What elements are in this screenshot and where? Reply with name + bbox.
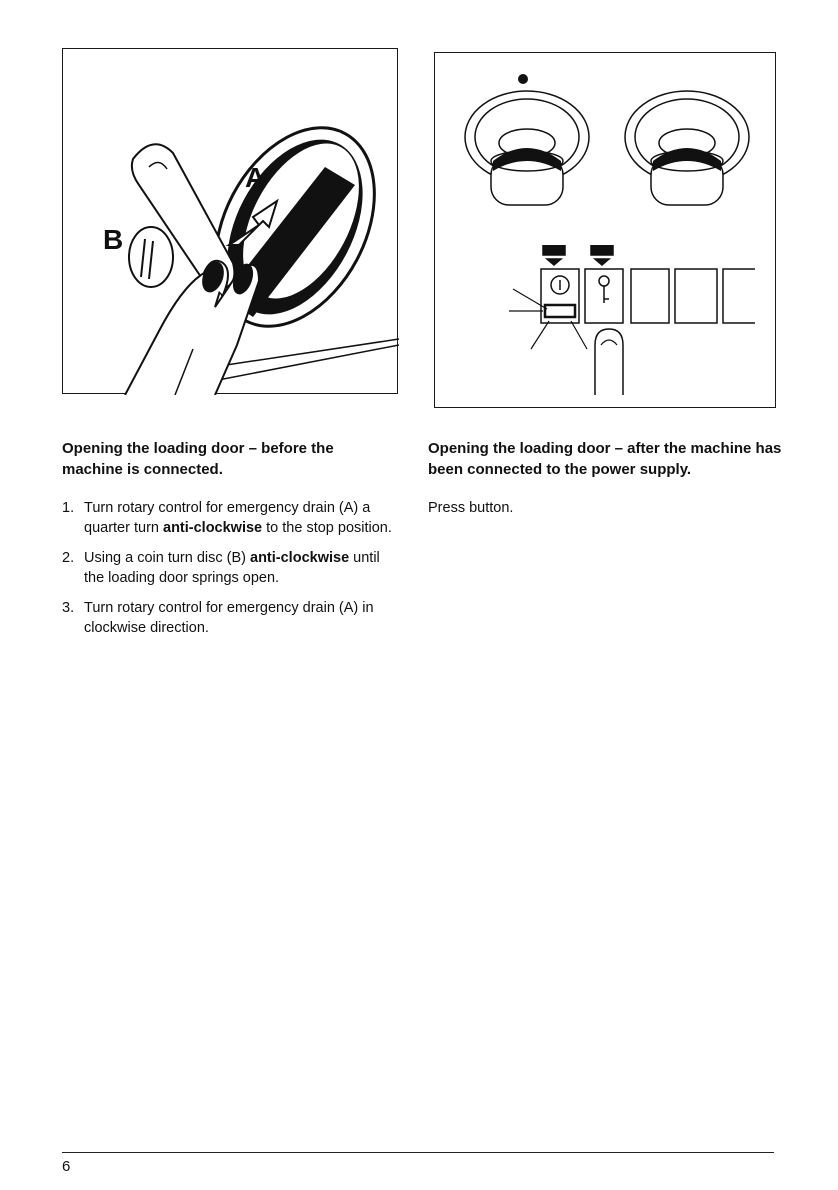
press-button-instruction: Press button. — [428, 500, 514, 516]
heading-after-connected: Opening the loading door – after the machine has been connected to the power supply. — [428, 440, 782, 478]
emergency-drain-drawing — [63, 49, 399, 395]
instruction-step: 1. Turn rotary control for emergency drain (A) a quarter turn anti-clockwise to the stop position. — [62, 500, 392, 536]
program-knob-left — [465, 91, 589, 205]
function-button — [675, 269, 717, 323]
control-panel-drawing — [435, 53, 777, 409]
function-button — [723, 269, 755, 323]
emphasis: anti-clockwise — [250, 550, 350, 566]
footer-rule — [62, 1152, 774, 1153]
step-number: 2. — [62, 550, 75, 566]
door-button-highlight — [545, 305, 575, 317]
arrow-down-icon — [591, 245, 613, 265]
label-b: B — [103, 224, 124, 255]
label-a: A — [245, 162, 266, 193]
function-button — [631, 269, 669, 323]
step-number: 1. — [62, 500, 75, 516]
indicator-dot — [518, 74, 528, 84]
emergency-drain-illustration — [62, 48, 398, 394]
instruction-step: 2. Using a coin turn disc (B) anti-clockwise until the loading door springs open. — [62, 550, 380, 586]
arrow-down-icon — [543, 245, 565, 265]
key-icon — [599, 276, 609, 286]
instruction-step: 3. Turn rotary control for emergency drain (A) in clockwise direction. — [62, 600, 374, 636]
program-knob-right — [625, 91, 749, 205]
emphasis: anti-clockwise — [163, 520, 263, 536]
instruction-list — [62, 498, 392, 648]
step-number: 3. — [62, 600, 75, 616]
heading-before-connected: Opening the loading door – before the machine is connected. — [62, 440, 334, 478]
control-panel-illustration — [434, 52, 776, 408]
finger — [595, 329, 623, 395]
page-number: 6 — [62, 1158, 71, 1175]
